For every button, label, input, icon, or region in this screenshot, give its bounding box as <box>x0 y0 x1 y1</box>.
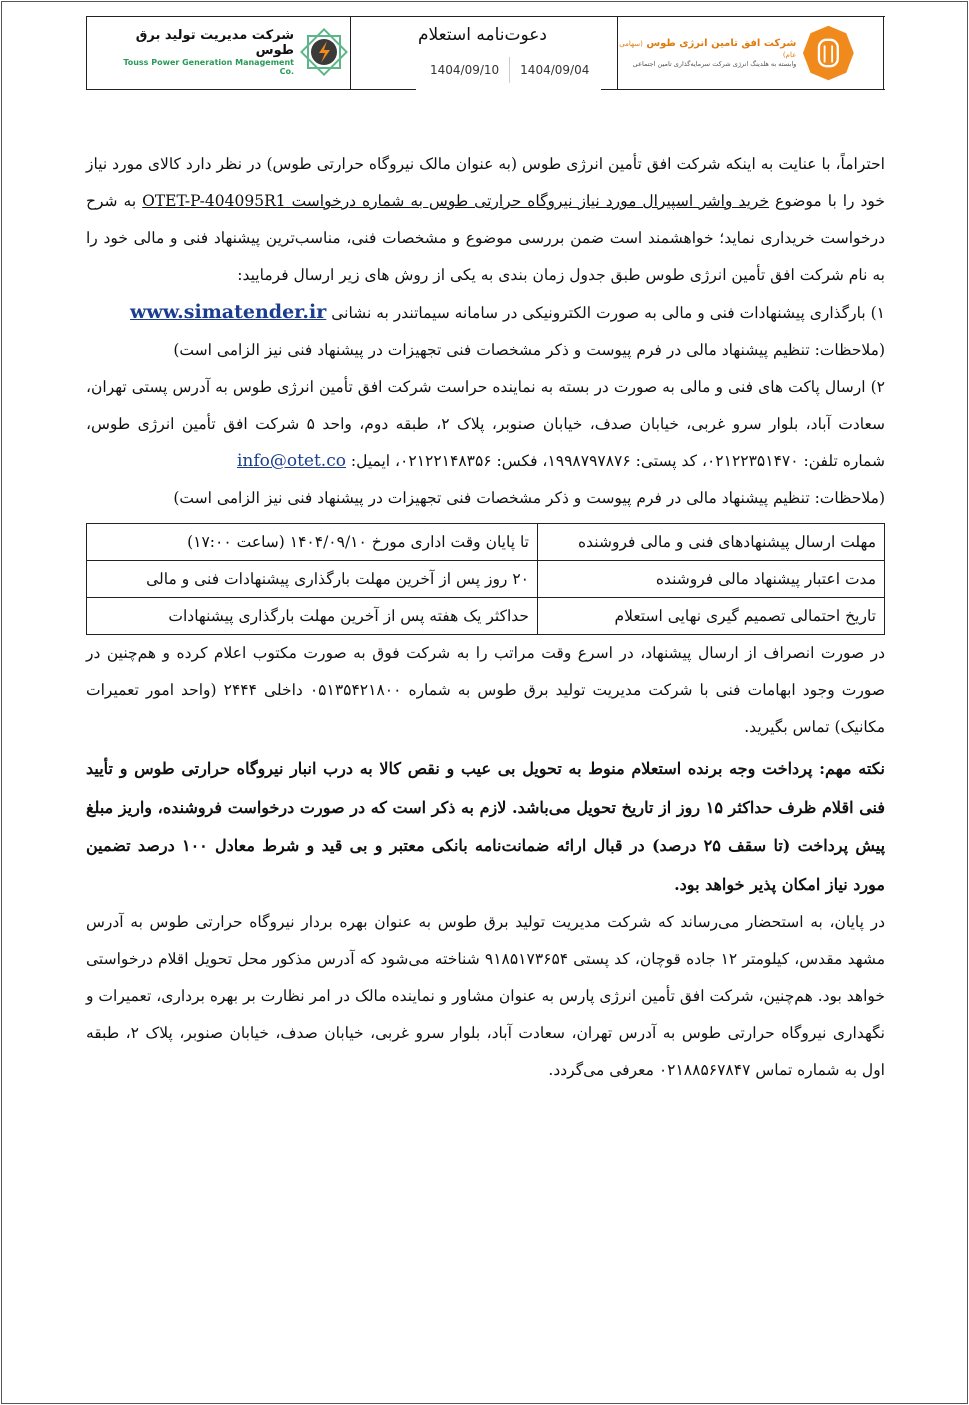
document-title: دعوت‌نامه استعلام <box>417 25 547 45</box>
company-name-fa: شرکت مدیریت تولید برق طوس <box>135 28 294 58</box>
table-row <box>87 524 885 561</box>
company-type: (سهامی عام) <box>619 40 797 59</box>
table-row <box>87 561 885 598</box>
important-note: نکته مهم: پرداخت وجه برنده استعلام منوط به تحویل بی عیب و نقص کالا به درب انبار نیروگاه حرارتی طوس و تأیید فنی اقلام ظرف حداکثر ۱۵ روز از تاریخ تحویل می‌باشد. لازم به ذکر است که در صورت درخواست فروشنده، واریز مبلغ پیش پرداخت (تا سقف ۲۵ درصد) در قبال ارائه ضمانت‌نامه بانکی معتبر و بی قید و شرط معادل ۱۰۰ درصد تضمین مورد نیاز امکان پذیر خواهد بود. <box>86 759 886 894</box>
schedule-table <box>86 523 885 635</box>
contact-paragraph: در صورت انصراف از ارسال پیشنهاد، در اسرع وقت مراتب را به شرکت فوق به صورت مکتوب اعلام کرده و هم‌چنین در صورت وجود ابهامات فنی با شرکت مدیریت تولید برق طوس به شماره ۰۵۱۳۵۴۲۱۸۰۰ داخلی ۲۴۴۴ (واحد امور تعمیرات مکانیک) تماس بگیرید. <box>86 644 885 736</box>
touss-emblem-icon <box>300 28 348 76</box>
method-1 <box>86 294 885 332</box>
date-deadline: 1404/09/10 <box>430 63 500 77</box>
company-subtitle: وابسته به هلدینگ انرژی شرکت سرمایه‌گذاری تامین اجتماعی <box>632 60 797 68</box>
title-cell <box>350 17 617 89</box>
closing-paragraph: در پایان، به استحضار می‌رساند که شرکت مدیریت تولید برق طوس به عنوان بهره بردار نیروگاه حرارتی طوس به آدرس مشهد مقدس، کیلومتر ۱۲ جاده قوچان، کد پستی ۹۱۸۵۱۷۳۶۵۴ شناخته می‌شود که آدرس مذکور محل تحویل اقلام درخواستی خواهد بود. هم‌چنین، شرکت افق تأمین انرژی پارس به عنوان مشاور و نماینده مالک در امر نظارت بر بهره برداری، تعمیرات و نگهداری نیروگاه حرارتی طوس به آدرس تهران، سعادت آباد، بلوار سرو غربی، خیابان صدف، خیابان صنوبر، پلاک ۲، طبقه اول به شماره تماس ۰۲۱۸۸۵۶۷۸۴۷ معرفی می‌گردد. <box>86 913 885 1079</box>
intro-text: احتراماً، با عنایت به اینکه شرکت افق تأمین انرژی طوس (به عنوان مالک نیروگاه حرارتی طوس) در نظر دارد کالای مورد نیاز خود را با موضوع <box>86 155 885 210</box>
date-issued: 1404/09/04 <box>509 57 599 83</box>
schedule-value: حداکثر یک هفته پس از آخرین مهلت بارگذاری پیشنهادات <box>87 598 538 635</box>
table-row <box>87 598 885 635</box>
company-name-en: Touss Power Generation Management Co. <box>123 58 294 76</box>
request-subject: خرید واشر اسپیرال مورد نیاز نیروگاه حرارتی طوس به شماره درخواست OTET-P-404095R1 <box>142 192 770 210</box>
method-1-note: (ملاحظات: تنظیم پیشنهاد مالی در فرم پیوست و ذکر مشخصات فنی تجهیزات در پیشنهاد فنی نیز الزامی است) <box>173 341 885 359</box>
divider <box>86 17 87 89</box>
touss-power-logo <box>108 25 348 79</box>
schedule-value: ۲۰ روز پس از آخرین مهلت بارگذاری پیشنهادات فنی و مالی <box>87 561 538 598</box>
email-link[interactable]: info@otet.co <box>236 451 346 471</box>
document-dates <box>420 57 599 83</box>
schedule-label: مدت اعتبار پیشنهاد مالی فروشنده <box>538 561 885 598</box>
letter-header <box>86 16 885 90</box>
schedule-value: تا پایان وقت اداری مورخ ۱۴۰۴/۰۹/۱۰ (ساعت ۱۷:۰۰) <box>87 524 538 561</box>
intro-text-continued: به شرح درخواست خریداری نماید؛ خواهشمند است ضمن بررسی موضوع و مشخصات فنی، مناسب‌ترین پیشنهاد فنی و مالی خود را به نام شرکت افق تأمین انرژی طوس طبق جدول زمان بندی به یکی از روش های زیر ارسال فرمایید: <box>86 192 885 284</box>
divider <box>883 17 884 89</box>
company-name-fa: شرکت افق تامین انرژی طوس <box>646 38 797 49</box>
schedule-label: مهلت ارسال پیشنهادهای فنی و مالی فروشنده <box>538 524 885 561</box>
intro-paragraph <box>86 146 885 294</box>
method-2-note: (ملاحظات: تنظیم پیشنهاد مالی در فرم پیوست و ذکر مشخصات فنی تجهیزات در پیشنهاد فنی نیز الزامی است) <box>173 489 885 507</box>
ofogh-energy-logo <box>615 23 855 83</box>
method-1-text: ۱) بارگذاری پیشنهادات فنی و مالی به صورت الکترونیکی در سامانه سیماتندر به نشانی <box>326 304 885 322</box>
schedule-label: تاریخ احتمالی تصمیم گیری نهایی استعلام <box>538 598 885 635</box>
method-2 <box>86 369 885 480</box>
method-2-text: ۲) ارسال پاکت های فنی و مالی به صورت در بسته به نماینده حراست شرکت افق تأمین انرژی طوس به آدرس پستی تهران، سعادت آباد، بلوار سرو غربی، خیابان صدف، خیابان صنوبر، پلاک ۲، طبقه دوم، واحد ۵ شرکت افق تأمین انرژی طوس، شماره تلفن: ۰۲۱۲۲۳۵۱۴۷۰، کد پستی: ۱۹۹۸۷۹۷۸۷۶، فکس: ۰۲۱۲۲۱۴۸۳۵۶، ایمیل: <box>86 378 885 470</box>
letter-body <box>86 146 885 1089</box>
ofogh-emblem-icon <box>802 23 855 83</box>
simatender-link[interactable]: www.simatender.ir <box>130 301 327 323</box>
